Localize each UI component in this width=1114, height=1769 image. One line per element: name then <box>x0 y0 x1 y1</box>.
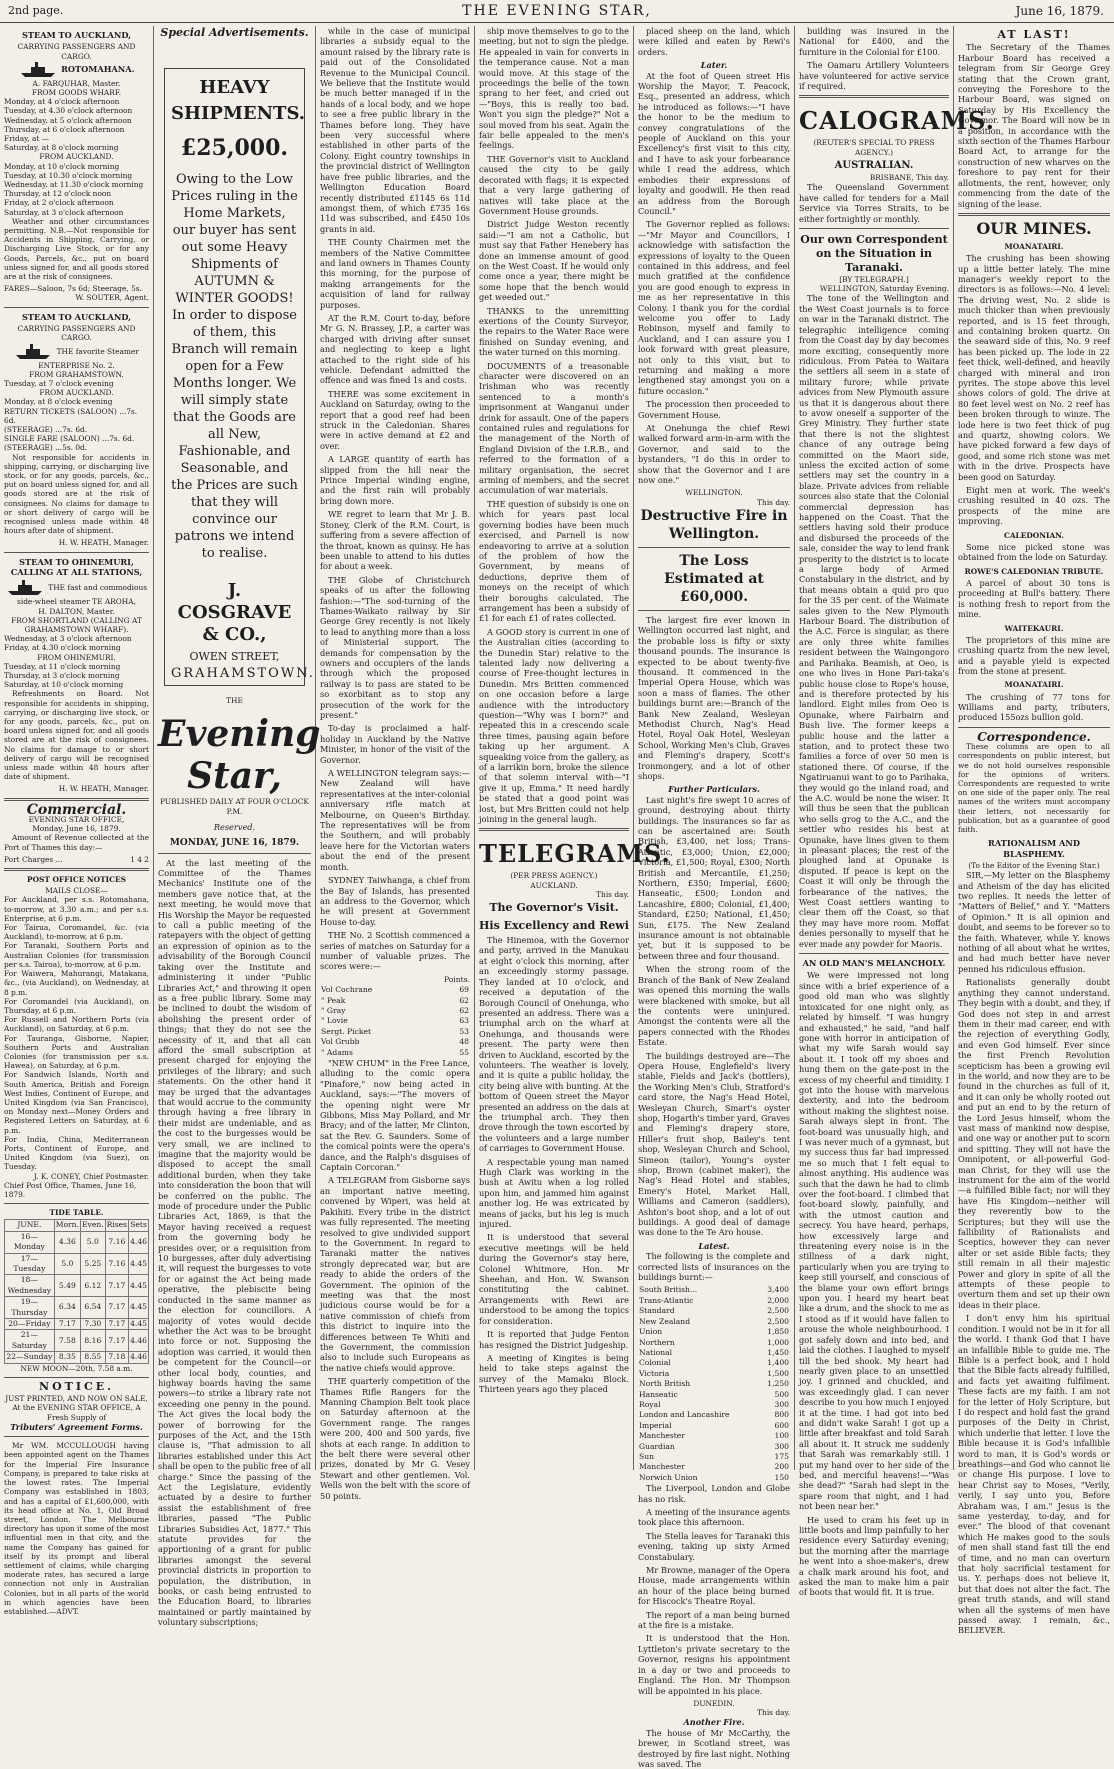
insurance-row <box>638 1369 790 1379</box>
insurance-row-value: 600 <box>774 1420 789 1430</box>
post-office-notices: For Auckland, per s.s. Rotomahana, to-morrow, at 3.30 a.m.; and per s.s. Enterprise, at 6 p.m. For Tairua, Coromandel, &c. (via Auckland), to-morrow, at 6 p.m. For Taranaki, Southern Ports and Australian Colonies (for transmission per s.s. Tairoa), to-morrow, at 6 p.m. For Waiwera, Mahurangi, Matakana, &c., (via Auckland), on Wednesday, at 8 p.m. For Coromandel (via Auckland), on Thursday, at 6 p.m. For Russell and Northern Ports (via Auckland), on Saturday, at 6 p.m. For Tauranga, Gisborne, Napier, Southern Ports and Australian Colonies (for transmission per s.s. Hawea), on Saturday, at 6 p.m. For Sandwich Islands, North and South America, British and Foreign West Indies, Continent of Europe, and United Kingdom (via San Francisco), on Monday next—Money Orders and Registered Letters on Saturday, at 6 p.m. For India, China, Mediterranean Ports, Continent of Europe, and United Kingdom (via Suez), on Tuesday. <box>4 895 149 1172</box>
insurance-row-label: North British <box>639 1379 691 1389</box>
insurance-row <box>638 1358 790 1368</box>
tide-cell: 4.46 <box>130 1352 147 1362</box>
tide-row <box>5 1319 149 1330</box>
sailing-times: Monday, at 4 o'clock afternoon Tuesday, at 4.30 o'clock afternoon Wednesday, at 5 o'clock afternoon Thursday, at 6 o'clock afternoon Friday, at — Saturday, at 8 o'clock morning <box>4 97 133 153</box>
insurance-row-label: New Zealand <box>639 1316 691 1326</box>
steamer-name-3: THE fast and commodious side-wheel steamer TE AROHA, <box>4 579 149 606</box>
tide-cell: 20—Friday <box>5 1319 55 1330</box>
insurance-row <box>638 1379 790 1389</box>
column-6 <box>795 26 995 1598</box>
article-paragraph: The crushing has been showing up a little better lately. The mine manager's weekly report to the directors is as follows:—No. 4 level: The driving west, No. 2 slide is much thicker than when previously reported, and is 15 feet through, and containing broken quartz. On the seaward side of this, No. 9 reef has been picked up. The lode in 22 feet thick, well-defined, and heavily charged with mineral and iron pyrites. The stope above this level shows colors of gold. The drive at 80 feet level west on No. 2 reef has been broken through to winze. The lode here is two feet thick of pug and quartz, showing colors. We have picked forward a few days of good, and some rich stone was met with in the drive. Prospects have been good on Saturday. <box>958 253 1110 482</box>
article-paragraph: THE quarterly competition of the Thames Rifle Rangers for the Manning Champion Belt took place on Saturday afternoon at the Government range. The ranges were 200, 400 and 500 yards, five shots at each range. In addition to the belt there were several other prizes, donated by Mr G. Vesey Stewart and other gentlemen. Vol. Wells won the belt with the score of 50 points. <box>320 1376 470 1501</box>
insurance-row-value: 1,850 <box>767 1327 789 1337</box>
tide-cell: 16—Monday <box>5 1231 55 1253</box>
insurance-row <box>638 1296 790 1306</box>
article-paragraph: The Liverpool, London and Globe has no risk. <box>638 1483 790 1504</box>
tide-row <box>5 1275 149 1297</box>
article-paragraph: THE Globe of Christchurch speaks of us after the following fashion:—"The sod-turning of the Thames-Waikato railway by Sir George Grey recently is not likely to lead to anything more than a loss of Ministerial support. The demands for compensation by the owners and occupiers of the lands through which the proposed railway is to pass are stated to be so exorbitant as to stop any prosecution of the work for the present." <box>320 574 470 720</box>
ad-town: GRAHAMSTOWN. <box>171 665 315 681</box>
insurance-row-label: Union <box>639 1327 663 1337</box>
insurance-row <box>638 1421 790 1431</box>
tide-cell: 4.36 <box>54 1231 80 1253</box>
score-row-label: " Adams <box>321 1047 353 1057</box>
ad-amount: £25,000. <box>180 135 289 162</box>
insurance-row-value: 2,500 <box>767 1316 789 1326</box>
shipping-heading-3: STEAM TO OHINEMURI, CALLING AT ALL STATIONS, <box>10 556 143 577</box>
evening-star-nameplate: Evening Star, <box>158 713 321 798</box>
insurance-row <box>638 1285 790 1295</box>
tide-cell: 4.45 <box>129 1297 149 1319</box>
article-paragraph: The proprietors of this mine are crushing quartz from the new level, and a payable yield is expected from the stone at present. <box>958 634 1110 676</box>
postmaster-signature: J. K. CONEY, Chief Postmaster. <box>33 1171 149 1181</box>
tide-cell: 4.46 <box>129 1330 149 1352</box>
article-paragraph: DOCUMENTS of a treasonable character were discovered on an Irishman who was recently sentenced to a month's imprisonment at Wanganui under drink for assault. One of the papers contained rules and regulations for the management of the North of England Division of the I.R.B., and referred to the formation of a military organisation, the secret arming of members, and the secret accumulation of war materials. <box>479 360 629 496</box>
letter-address: (To the Editor of the Evening Star.) <box>968 861 1100 871</box>
article-paragraph: The procession then proceeded to Government House. <box>638 399 790 420</box>
tide-cell: 7.30 <box>81 1319 106 1330</box>
insurance-row-label: Norwich Union <box>639 1472 698 1482</box>
article-paragraph: At the foot of Queen street His Worship the Mayor, T. Peacock, Esq., presented an address, which he introduced as follows:—"I have the honor to be the medium to convey congratulations of the people of Auckland on this your Excellency's first visit to this city, and I have to ask your forbearance while I read the address, which embodies their expressions of loyalty and goodwill. He then read an address from the Borough Council." <box>638 70 790 216</box>
article-paragraph: The following is the complete and corrected lists of insurances on the buildings burnt:— <box>638 1251 790 1283</box>
telegram-headline: His Excellency and Rewi <box>479 919 629 933</box>
shipping-notice: Refreshments on Board. Not responsible for accidents in shipping, carrying, or discharging live stock, or for any goods, parcels, &c., put on board unless signed for, and all goods stored are at the risk of consignees. No claims for damage to or short delivery of cargo will be recognised unless made within 48 hours after date of shipment. <box>4 689 149 782</box>
insurance-row-value: 2,500 <box>767 1306 789 1316</box>
return-fares: RETURN TICKETS (SALOON) ...7s. 6d. (STEERAGE) ...7s. 6d. SINGLE FARE (SALOON) ...7s. 6d. (STEERAGE) ...5s. 0d. <box>4 406 138 453</box>
insurance-row-value: 800 <box>774 1410 789 1420</box>
agent-name: H. W. HEATH, Manager. <box>58 784 149 794</box>
article-paragraph: A parcel of about 30 tons is proceeding at Bull's battery. There is nothing fresh to report from the mine. <box>958 577 1110 620</box>
article-paragraph: "NEW CHUM" in the Free Lance, alluding to the comic opera "Pinafore," now being acted in Auckland, says:—"The movers of the opening night were Mr Gibbons, Miss May Pollard, and Mr Bracy; and of the latter, Mr Clinton, sat the Rev. G. Saunders. Some of the comical points were the opera's dance, and the Ralph's disguises of Captain Corcoran." <box>320 1058 470 1173</box>
telegrams-source: (PER PRESS AGENCY.) <box>510 871 598 881</box>
insurance-row-label: South British... <box>639 1285 698 1295</box>
insurance-row-label: Colonial <box>639 1358 671 1368</box>
tide-cell: 7.16 <box>105 1231 128 1253</box>
post-office-date: Chief Post Office, Thames, June 16, 1879. <box>4 1180 137 1199</box>
steamer-name-1: ROTOMAHANA. <box>4 61 149 79</box>
ad-body: Owing to the Low Prices ruling in the Home Markets, our buyer has sent out some Heavy Shipments of AUTUMN & WINTER GOODS! In order to dispose of them, this Branch will remain open for a Few Months longer. We will simply state that the Goods are all New, Fashionable, and Seasonable, and the Prices are such that they will convince our patrons we intend to realise. <box>171 172 298 562</box>
steamship-icon <box>6 579 46 597</box>
score-row <box>320 1027 470 1037</box>
insurance-row-label: Hanseatic <box>639 1389 678 1399</box>
article-paragraph: When the strong room of the Branch of the Bank of New Zealand was opened this morning the walls were blackened with smoke, but all the contents were uninjured. Amongst the contents were all the papers connected with the Rhodes Estate. <box>638 964 790 1048</box>
article-paragraph: A respectable young man named Hugh Clark was working in the bush at Awitu when a log rolled upon him, and jammed him against another log. He was extricated by means of jacks, but his leg is much injured. <box>479 1156 629 1230</box>
calograms-heading: CALOGRAMS. <box>799 106 995 136</box>
column-3 <box>316 26 475 1501</box>
commercial-text: Amount of Revenue collected at the Port of Thames this day:— <box>4 833 149 852</box>
article-paragraph: The Stella leaves for Taranaki this evening, taking up sixty Armed Constabulary. <box>638 1530 790 1562</box>
editorial-lead: At the last meeting of the Committee of the Thames Mechanics' Institute one of the members gave notice that, at the next meeting, he would move that His Worship the Mayor be requested to call a public meeting of the ratepayers with the object of getting an expression of opinion as to the advisability of the Borough Council taking over the Institute and administering it under "Public Libraries Act," and throwing it open as a free public library. Some may be inclined to doubt the wisdom of abolishing the present order of things; that they do not see the necessity of it, and that all can afford the small subscription at present charged for enjoying the privileges of the library; and such statements. On the other hand it may be urged that the advantages that would accrue to the community through having a free library in their midst are undeniable, and as the cost to the burgesses would be very small, we are inclined to imagine that the majority would be disposed to accept the small additional burden, when they take into consideration the boon that will be conferred on the public. The mode of procedure under the Public Libraries Act, 1869, is that the Mayor having received a request from the governing body he presides over, or a requisition from 10 burgesses, after duly advertising it, will request the burgesses to vote for or against the Act being made operative, the plebiscite being conducted in the same manner as the election for councillors. A majority of votes would decide whether the Act was to be brought into force or not. Supposing the adoption was carried, it would then be competent for the Council—or other local body, counties, and highway boards having the same powers—to strike a library rate not exceeding one penny in the pound. The Act gives the local body the power of borrowing for the purposes of the Act, and the 15th clause is, "That admission to all libraries established under this Act shall be open to the public free of all charge." Since the passing of the Act the Legislature, evidently actuated by a desire to further assist the establishment of free libraries, passed "The Public Libraries Subsidies Act, 1877." This statute provides for the apportioning of a grant for public libraries amongst the several provincial districts in proportion to population, the distribution, in books, or cash being entrusted to the Education Board, to libraries maintained or partly maintained by voluntary subscriptions; <box>158 857 311 1628</box>
score-row <box>320 996 470 1006</box>
australian-heading: AUSTRALIAN. <box>834 159 914 171</box>
sailing-times: Monday, at 10 o'clock morning Tuesday, at 10.30 o'clock morning Wednesday, at 11.30 o'clock morning Thursday, at 12 o'clock noon Friday, at 2 o'clock afternoon Saturday, at 3 o'clock afternoon <box>4 161 144 217</box>
steamship-icon <box>19 61 59 79</box>
article-paragraph: THANKS to the unremitting exertions of the County Surveyor, the repairs to the Water Race were finished on Sunday evening, and the water turned on this morning. <box>479 305 629 358</box>
correspondent-headline: Our own Correspondent on the Situation in Taranaki. <box>800 233 948 275</box>
article-paragraph: ship move themselves to go to the meeting, but not to sign the pledge. He appealed in vain for converts in the temperance cause. Not a man would move. At this stage of the proceedings the belle of the town sprang to her feet, and cried out—"Boys, this is really too bad. Won't you sign the pledge?" Not a soul moved from his seat. Again the fair belle appealed to the men's feelings. <box>479 26 629 151</box>
insurance-row <box>638 1410 790 1420</box>
score-row-value: 53 <box>459 1026 469 1036</box>
article-paragraph: The largest fire ever known in Wellington occurred last night, and the probable loss is fifty or sixty thousand pounds. The insurance is expected to be about twenty-five thousand. It commenced in the Imperial Opera House, which was soon a mass of flames. The other buildings burnt are:—Branch of the Bank New Zealand, Wesleyan Methodist Church, Nag's Head Hotel, Royal Oak Hotel, Wesleyan School, Working Men's Club, Graves and Fleming's drapery, Scott's Ironmongery, and a lot of other shops. <box>638 614 790 781</box>
telegram-headline: The Governor's Visit. <box>489 901 619 915</box>
tide-column-header: Rises <box>106 1220 128 1230</box>
insurance-row <box>638 1327 790 1337</box>
article-paragraph: At Onehunga the chief Rewi walked forward arm-in-arm with the Governor, and said to the bystanders, "I do this in order to show that the Governor and I are now one." <box>638 423 790 486</box>
insurance-row-value: 175 <box>774 1451 789 1461</box>
insurance-row-value: 200 <box>774 1462 789 1472</box>
old-man-heading: AN OLD MAN'S MELANCHOLY. <box>802 958 946 969</box>
further-heading: Further Particulars. <box>668 784 760 795</box>
article-paragraph: The Secretary of the Thames Harbour Board has received a telegram from Sir George Grey stating that the Crown grant, conveying the Foreshore to the Harbour Board, was signed on Saturday by His Excellency the Governor. The Board will now be in a position, in accordance with the sixth section of the Thames Harbour Board Act, to arrange for the construction of new wharves on the foreshore to pay rent for their allotments, the rent, however, only commencing from the date of the signing of the lease. <box>958 42 1110 209</box>
tide-cell: 7.16 <box>105 1253 128 1275</box>
article-paragraph: A GOOD story is current in one of the Australian cities (according to the Dunedin Star) relative to the talented lady now delivering a course of Free-thought lectures in Dunedin. Mrs Britten commenced on one occasion before a large audience with the introductory question—"Why was I born?" and repeated this in a crescendo scale three times, pausing again before taking up her argument. A squeaking voice from the gallery, as of a larrikin born, broke the silence of that solemn interval with—"I give it up, Emma." It need hardly be stated that a good point was lost, but Mrs Britten could not help joining in the general laugh. <box>479 626 629 825</box>
insurance-row <box>638 1317 790 1327</box>
tide-cell: 17—Tuesday <box>5 1253 55 1275</box>
tide-cell: 8.55 <box>81 1352 106 1363</box>
tide-row <box>5 1231 149 1253</box>
article-paragraph: THE question of subsidy is one on which for years past local governing bodies have been much exercised, and Parnell is now endeavoring to arrive at a solution of the problem of how the Government, by means of deductions, deprive them of moneys on the receipt of which their boroughs calculated. The arrangement has been a subsidy of £1 for each £1 of rates collected. <box>479 498 629 624</box>
tide-column-header: JUNE. <box>5 1220 55 1231</box>
article-paragraph: A meeting of Kingites is being held to take steps against the survey of the Mamaku Block. Thirteen years ago they placed <box>479 1352 629 1395</box>
article-paragraph: Eight men at work. The week's crushing resulted in 40 ozs. The prospects of the mine are improving. <box>958 485 1110 527</box>
score-row-label: " Peak <box>321 995 346 1005</box>
notice-body: JUST PRINTED, AND NOW ON SALE, At the EVENING STAR OFFICE, A Fresh Supply of <box>5 1394 148 1422</box>
notice-heading: NOTICE. <box>39 1379 114 1393</box>
article-paragraph: The Hinemoa, with the Governor and party, arrived in the Manukau at eight o'clock this morning, after an exceedingly stormy passage. They landed at 10 o'clock, and received a deputation of the Borough Council of Onehunga, who presented an address. There was a triumphal arch on the wharf at Onehunga, and thousands were present. The party were then driven to Auckland, escorted by the volunteers. The weather is lovely, and it is quite a public holiday, the city being alive with bunting. At the bottom of Queen street the Mayor presented an address on the dais at the triumphal arch. They then drove through the town escorted by the volunteers and a large number of carriages to Government House. <box>479 935 629 1154</box>
page-number: 2nd page. <box>8 4 64 17</box>
insurance-row-value: 3,400 <box>767 1285 789 1295</box>
article-paragraph: THERE was some excitement in Auckland on Saturday, owing to the report that a good reef had been struck in the Caledonian. Shares were in active demand at £2 and over. <box>320 388 470 451</box>
score-row-value: 69 <box>459 985 469 995</box>
steamer-name-2: THE favorite Steamer ENTERPRISE No. 2. <box>4 343 149 370</box>
fares: FARES—Saloon, 7s 6d; Steerage, 5s. <box>4 284 142 294</box>
tide-row <box>5 1330 149 1352</box>
insurance-row-value: 2,000 <box>767 1295 789 1305</box>
insurance-row <box>638 1442 790 1452</box>
insurance-row-value: 1,400 <box>767 1358 789 1368</box>
tide-cell: 6.54 <box>81 1297 106 1319</box>
dateline-place: WELLINGTON. <box>685 488 743 498</box>
latest-heading: Latest. <box>698 1240 730 1251</box>
tide-cell: 7.17 <box>105 1297 128 1319</box>
shipping-subheading-1: CARRYING PASSENGERS AND CARGO. <box>17 42 136 61</box>
publication-notice: PUBLISHED DAILY AT FOUR O'CLOCK P.M. <box>160 797 309 816</box>
port-charges-row: Port Charges ... 1 4 2 <box>4 854 149 864</box>
tide-cell: 19—Thursday <box>5 1297 55 1319</box>
loss-headline: The Loss Estimated at £60,000. <box>664 552 764 605</box>
article-paragraph: SYDNEY Taiwhanga, a chief from the Bay of Islands, has presented an address to the Governor, which he will present at Government House to-day. <box>320 875 470 927</box>
tide-cell: 7.17 <box>105 1319 128 1330</box>
score-row-label: Vol Cochrane <box>321 985 373 995</box>
tide-cell: 22—Sunday <box>6 1352 53 1362</box>
insurance-row-label: Northern <box>639 1337 675 1347</box>
insurance-row <box>638 1462 790 1472</box>
scores-heading: Points. <box>443 974 470 984</box>
tide-cell: 7.58 <box>54 1330 80 1352</box>
dateline: BRISBANE, This day. <box>869 173 949 183</box>
article-paragraph: The Governor replied as follows:—"Mr Mayor and Councillors, I acknowledge with satisfaction the expressions of loyalty to the Queen contained in this address, and feel much gratified at the confidence you are good enough to express in me as her representative in this Colony. I thank you for the cordial welcome you offer to Lady Robinson, myself and family to Auckland, and I can assure you I look forward with great pleasure, not only to this visit, but to returning and making a more lengthened stay amongst you on a future occasion." <box>638 219 790 396</box>
notice-title: Tributers' Agreement Forms. <box>10 1421 143 1432</box>
article-paragraph: SIR,—My letter on the Blasphemy and Atheism of the day has elicited two replies. It needs the letter of "Matters of Belief," and Y. "Matters of Opinion." It is all opinion and doubt, and seems to be forever so to the faith. Whatever, while Y. knows nothing of all about what he writes, and had much better have never penned his ridiculous effusion. <box>958 870 1110 974</box>
steamship-icon <box>14 343 54 361</box>
article-paragraph: The report of a man being burned at the fire is a mistake. <box>638 1609 790 1631</box>
dateline-day: This day. <box>596 889 629 899</box>
telegrams-heading: TELEGRAMS. <box>479 839 671 869</box>
score-row <box>320 1048 470 1058</box>
article-paragraph: It is understood that the Hon. Lyttleton's private secretary to the Governor, resigns his appointment in a day or two and proceeds to England. The Hon. Mr Thompson will be appointed in his place. <box>638 1633 790 1696</box>
article-paragraph: I don't envy him his spiritual condition. I would not be in it for all the world. I thank God that I have an infallible Bible to guide me. The Bible is a perfect book, and I hold that the Bible facts already fulfilled, and facts yet awaiting fulfilment. These facts are my faith. I am not for the letter of Holy Scripture, but I do respect and hold fast the grand purposes of the Deity in Christ, which underlie that letter. I love the Bible because it is God's infallible word to man, it is God's words or breathings—and God who cannot lie or change His purpose. I love to hear Christ say to Moses, "Verily, verily, I say unto you, Before Abraham was, I am." Jesus is the same yesterday, to-day, and for ever." The blood of that covenant which He makes good to the souls of men shall stand fast till the end of time, and no man can overturn that holy sacrificial testament for us. Y. perhaps does not believe it, but that does not alter the fact. The great truth stands, and will stand when all the systems of men have passed away. I remain, &c., BELIEVER. <box>958 1313 1110 1636</box>
article-paragraph: building was insured in the National for £400, and the furniture in the Colonial for £100. <box>799 26 949 57</box>
insurance-row-label: Standard <box>639 1306 675 1316</box>
letter-heading: RATIONALISM AND BLASPHEMY. <box>988 838 1080 859</box>
sailing-times: Tuesday, at 11 o'clock morning Thursday, at 3 o'clock morning Saturday, at 10 o'clock morning <box>4 661 124 690</box>
insurance-row-label: Trans-Atlantic <box>639 1295 694 1305</box>
ad-street: OWEN STREET, <box>189 650 280 664</box>
insurance-row-label: Royal <box>639 1399 661 1409</box>
agent-name: W. SOUTER, Agent. <box>75 293 149 303</box>
editorial-date: MONDAY, JUNE 16, 1879. <box>169 838 300 849</box>
tide-cell: 8.35 <box>54 1352 80 1363</box>
master-name-3: H. DALTON, Master. <box>38 606 115 616</box>
article-paragraph: A meeting of the insurance agents took place this afternoon. <box>638 1507 790 1528</box>
commercial-heading: Commercial. <box>26 801 127 818</box>
score-row <box>320 1037 470 1047</box>
tide-cell: 6.12 <box>81 1275 106 1297</box>
tide-cell: 7.17 <box>54 1319 80 1330</box>
article-paragraph: The Oamaru Artillery Volunteers have volunteered for active service if required. <box>799 60 949 92</box>
column-2 <box>154 26 321 1628</box>
tide-cell: 4.45 <box>130 1319 147 1329</box>
mine-heading: MOANATAIRI. <box>1004 680 1064 690</box>
insurance-row-value: 1,500 <box>767 1368 789 1378</box>
insurance-row-value: 300 <box>774 1441 789 1451</box>
score-row-value: 62 <box>459 995 469 1005</box>
tide-cell: 5.49 <box>54 1275 80 1297</box>
shipping-heading-1: STEAM TO AUCKLAND, <box>22 30 131 40</box>
insurance-row-label: Manchester <box>639 1462 685 1472</box>
insurance-row-value: 1,250 <box>767 1379 789 1389</box>
masthead <box>0 0 1114 23</box>
post-office-heading: POST OFFICE NOTICES <box>27 875 126 885</box>
article-paragraph: placed sheep on the land, which were killed and eaten by Rewi's orders. <box>638 26 790 57</box>
insurance-row-value: 500 <box>774 1389 789 1399</box>
tide-column-header: Even. <box>82 1220 104 1230</box>
mine-heading: CALEDONIAN. <box>1003 530 1065 540</box>
article-paragraph: The crushing of 77 tons for Williams and party, tributers, produced 155ozs bullion gold. <box>958 691 1110 723</box>
score-row-label: " Gray <box>321 1005 346 1015</box>
shipping-notice: Weather and other circumstances permitting. N.B.—Not responsible for Accidents in Shipping, Carrying, or Discharging Live Stock, or for any Goods, Parcels, &c., put on board unless signed for, and all goods stored are at the risk of consignees. <box>4 216 149 282</box>
article-paragraph: It is reported that Judge Fenton has resigned the District Judgeship. <box>479 1329 629 1350</box>
article-paragraph: Rationalists generally doubt anything they cannot understand. They begin with a doubt, and they, if God does not step in and arrest them in their mad career, end with the rejection of everything Godly, and even God himself. Ever since the first French Revolution scepticism has been a growing evil in the world, and now they are to be found in the churches as full of it, and it can only be wholly rooted out and put an end to by the return of the Lord Jesus himself, whom the vast mass of mankind now despise, and one way or another put to scorn and spitting. They will not have the Omnipotent, or all-powerful God-man Christ, for they will use the instrument for the aim of the world—a fulfilled Bible fact; nor will they have His Kingdom—neither will they reverently bow to the Scriptures; but they will use the fallibility of Rationalists and Sceptics, however they can never alter or set aside Bible facts; they still remain in all their majestic Power and glory in spite of all the attempts of these people to overturn them and set up their own ideas in their place. <box>958 977 1110 1310</box>
insurance-advertisement: Mr WM. MCCULLOUGH having been appointed agent on the Thames for the Imperial Fire Insurance Company, is prepared to take risks at the lowest rates. The Imperial Company was established in 1803, and has a capital of £1,600,000, with its head office at No. 1, Old Broad street, London. The Melbourne directory has upon it some of the most influential men in that city, and the name the Company has gained for itself by its prompt and liberal settlement of claims, while charging moderate rates, has secured a large connection not only in Australian Colonies, but in all parts of the world in which agencies have been established.—ADVT. <box>4 1441 149 1616</box>
insurance-table <box>638 1285 790 1483</box>
tide-row <box>5 1352 149 1363</box>
insurance-row <box>638 1390 790 1400</box>
insurance-row <box>638 1431 790 1441</box>
article-paragraph: It is understood that several executive meetings will be held during the Governor's stay here, Colonel Whitmore, Hon. Mr Sheehan, and Hon. W. Swanson constituting the cabinet. Arrangements with Rewi are understood to be among the topics for consideration. <box>479 1232 629 1326</box>
tide-cell: 7.17 <box>105 1330 128 1352</box>
article-paragraph: To-day is proclaimed a half-holiday in Auckland by the Native Minister, in honor of the visit of the Governor. <box>320 723 470 765</box>
newspaper-title: THE EVENING STAR, <box>462 3 652 19</box>
reserved-label: Reserved. <box>213 821 256 832</box>
score-row-value: 55 <box>459 1047 469 1057</box>
tide-column-header: Sets <box>130 1220 147 1230</box>
sailing-times: Tuesday, at 7 o'clock evening <box>4 378 114 388</box>
article-paragraph: Some nice picked stone was obtained from the lode on Saturday. <box>958 541 1110 563</box>
insurance-row <box>638 1400 790 1410</box>
insurance-row-value: 1,000 <box>767 1337 789 1347</box>
article-paragraph: A TELEGRAM from Gisborne says an important native meeting, convened by Wiperi, was held at Pakihiti. Every tribe in the district was fully represented. The meeting resolved to give undivided support to the Government. In regard to Taranaki matter the natives strongly deprecated war, but are ready to abide the orders of the Government. The opinion of the meeting was that the most judicious course would be for a native commission of chiefs from this district to inquire into the differences between Te Whiti and the Government, the commission also to include such Europeans as the native chiefs would approve. <box>320 1175 470 1373</box>
at-last-heading: AT LAST! <box>997 28 1071 41</box>
correspondence-notice: These columns are open to all correspondents on public interest, but we do not hold ourselves responsible for the opinions of writers. Correspondents are requested to write on one side of the paper only. The real names of the writers must accompany their letters, not necessarily for publication, but as a guarantee of good faith. <box>958 742 1110 834</box>
article-paragraph: A WELLINGTON telegram says:—New Zealand will have representatives at the inter-colonial anniversary rifle match at Melbourne, on Queen's Birthday. The representatives will be from the Southern, and will probably leave here for the Victorian waters about the end of the present month. <box>320 768 470 872</box>
tide-cell: 4.45 <box>129 1275 149 1297</box>
shipping-notice: Not responsible for accidents in shipping, carrying, or discharging live stock, or for any goods, parcels, &c., put on board unless signed for, and all goods stored are at the risk of consignees. No claims for damage to or short delivery of cargo will be recognised unless made within 48 hours after date of shipment. <box>4 452 149 536</box>
score-row-value: 63 <box>459 1016 469 1026</box>
score-row <box>320 1016 470 1026</box>
insurance-row <box>638 1452 790 1462</box>
special-ads-heading: Special Advertisements. <box>160 26 309 39</box>
score-row-label: " Lovie <box>321 1016 348 1026</box>
tide-cell: 5.0 <box>81 1231 106 1253</box>
by-telegraph: [BY TELEGRAPH.] <box>839 275 909 285</box>
ad-firm: J. COSGRAVE & CO., <box>177 580 292 646</box>
article-paragraph: The tone of the Wellington and the West Coast journals is to force on war in the Taranaki district. The telegraphic intelligence coming from the Coast day by day becomes more exciting, consequently more ridiculous. From Patea to Waitara the settlers all seem in a state of military furore; while private advices from New Plymouth assure us that it is dangerous about there to avow oneself a supporter of the Grey Ministry. They further state that there is not the slightest chance of any outrage being committed on the Maori side, unless the excited action of some settlers may set the country in a blaze. Private advices from reliable sources also state that the Colonial commercial depression has happened on the Coast. That the settlers having sold their produce and disbursed the proceeds of the sale, consider the way to lend frank prosperity to the district is to locate a large body of Armed Constabulary in the district, and by that means obtain a quid pro quo for the 35 per cent. of the Waimate sales given to the New Plymouth Harbour Board. The distribution of the A.C. Force is singular, as there are only three white families resident between the Waingongoro and Parihaka. Beamish, at Oeo, is one who lives in Hone Pari-taka's public house close to Rope's house, and is therefore protected by his landlord. Eight miles from Oeo is Opunake, where Fairbairn and Bush live. The former keeps a public house and the latter a station, and to protect these two families a force of over 50 men is stationed there. Of course, if the Ngatiruanui want to go to Parihaka, they would go the inland road, and the A.C. would be none the wiser. It will thus be seen that the publican who sells grog to the A.C., and the settler who resides his best at Opunake, have lines given to them in pleasant places; the rest of the ploughed land at Opunake is disputed. If peace is kept on the Coast it will only be through the forbearance of the natives, the West Coast settlers wanting to clear them off the Coast, so that they may have more room. Moffat denies personally to myself that he ever made any powder for Maoris. <box>799 293 950 949</box>
insurance-row-label: Victoria <box>639 1368 670 1378</box>
later-heading: Later. <box>700 60 728 71</box>
insurance-row-value: 100 <box>774 1431 789 1441</box>
article-paragraph: He used to cram his feet up in little boots and limp painfully to her residence every Saturday evening; but the morning after the marriage he went into a shoe-maker's, drew a chalk mark around his foot, and asked the man to make him a pair of boots that would fit. It is true. <box>799 1514 949 1598</box>
calograms-source: (REUTER'S SPECIAL TO PRESS AGENCY.) <box>813 138 935 157</box>
tide-cell: 18—Wednesday <box>5 1275 55 1297</box>
article-paragraph: The house of Mr McCarthy, the brewer, in Scotland street, was destroyed by fire last night. Nothing was saved. The <box>638 1727 790 1769</box>
mine-heading: WAITEKAURI. <box>1004 623 1064 633</box>
insurance-row-label: Manchester <box>639 1431 685 1441</box>
tide-column-header: Morn. <box>55 1220 79 1230</box>
insurance-row-label: Sun <box>639 1451 654 1461</box>
insurance-row-value: 1,450 <box>767 1347 789 1357</box>
dateline-day: This day. <box>757 1708 790 1718</box>
insurance-row-label: Guardian <box>639 1441 675 1451</box>
dateline: WELLINGTON, Saturday Evening. <box>819 284 949 294</box>
article-paragraph: Mr Browne, manager of the Opera House, made arrangements within an hour of the place being burned for Hiscock's Theatre Royal. <box>638 1565 790 1607</box>
from-heading: FROM GOODS WHARF. <box>31 88 122 98</box>
mine-heading: MOANATAIRI. <box>1004 241 1064 251</box>
shipping-subheading-2: CARRYING PASSENGERS AND CARGO. <box>17 324 136 343</box>
commercial-dateline: EVENING STAR OFFICE, Monday, June 16, 1879. <box>28 815 125 834</box>
cosgrave-advertisement <box>164 68 315 686</box>
sailing-times: Monday, at 8 o'clock evening <box>4 397 113 407</box>
tide-table-heading: TIDE TABLE. <box>49 1208 104 1218</box>
tide-cell: 6.34 <box>54 1297 80 1319</box>
score-row <box>320 985 470 995</box>
sailing-times: Wednesday, at 3 o'clock afternoon Friday, at 4.30 o'clock morning <box>4 634 132 653</box>
insurance-row-label: National <box>639 1347 673 1357</box>
score-row-value: 48 <box>459 1037 469 1047</box>
mails-close-heading: MAILS CLOSE— <box>45 886 108 896</box>
article-paragraph: The buildings destroyed are—The Opera House, Englefield's livery stable, Fields and Jack's (bottlers), the Working Men's Club, Stratford's card store, the Nag's Head Hotel, Wesleyan Church, Smart's oyster shop, Hogarth's timber yard, Graves and Fleming's drapery store, Hiller's fruit shop, Bailey's tent shop, Wesleyan Church and School, Simeon (tailor), Young's oyster shop, Brown (cabinet maker), the Nag's Head Hotel and stables, Emery's Hotel, Market Hall, Williams and Cameron (saddlers), Ashton's boot shop, and a lot of out buildings. A good deal of damage was done to the Te Aro house. <box>638 1050 790 1238</box>
article-paragraph: THE Governor's visit to Auckland caused the city to be gaily decorated with flags; it is expected that a very large gathering of natives will take place at the Government House grounds. <box>479 153 629 216</box>
insurance-row <box>638 1348 790 1358</box>
insurance-row <box>638 1473 790 1483</box>
score-row-label: Vol Grubb <box>321 1037 360 1047</box>
from-heading: FROM OHINEMURI. <box>37 652 116 662</box>
correspondence-heading: Correspondence. <box>977 729 1091 744</box>
paper-name-the: THE <box>226 696 243 706</box>
column-1 <box>0 26 154 1616</box>
column-7 <box>954 26 1114 1636</box>
ad-title: HEAVY SHIPMENTS. <box>171 77 306 125</box>
article-paragraph: AT the R.M. Court to-day, before Mr G. N. Brassey, J.P., a carter was charged with driving after sunset and neglecting to keep a light attached to the right side of his vehicle. Defendant admitted the offence and was fined 1s and costs. <box>320 312 470 386</box>
score-row-label: Sergt. Picket <box>321 1026 372 1036</box>
issue-date: June 16, 1879. <box>1015 4 1104 18</box>
dateline-place: AUCKLAND. <box>530 880 578 890</box>
tide-cell: 7.17 <box>105 1275 128 1297</box>
tide-cell: 7.18 <box>105 1352 128 1363</box>
tide-cell: 5.25 <box>81 1253 106 1275</box>
column-5 <box>634 26 795 1769</box>
article-paragraph: We were impressed not long since with a brief experience of a good old man who was slightly intoxicated for one night only, as related by himself. "I was hungry and exhausted," he said, "and half gone with horror in anticipation of what my wife Sarah would say about it. I took off my shoes and hung them on the gate-post in the excess of my cheerful and timidity. I got into the house with marvelous dexterity, and into the bedroom without making the slightest noise. Sarah always slept in front. The foot-board was unusually high, and I was never much of a gymnast, but my success thus far had impressed me so much that I felt equal to almost anything. His audience was such that the dawn he had to climb over the foot-board. I climbed that foot-board slowly, painfully, and with the utmost caution and secrecy. You have heard, perhaps, how excessively large and threatening every noise is in the stillness of a dark night, particularly when you are trying to keep still yourself, and conscious of the blame your own effort brings upon you. I heard my heart beat like a drum, and the shock to me as I stood as if it would have fallen to arouse the whole neighbourhood. I got safely down and into bed, and laid the clothes. I laughed to myself till the bed shook. My heart had nearly given place to an unsettled joy. I grinned and chuckled, and was exceedingly glad. I can never describe to you how much I enjoyed it at the time. I had got into bed and didn't wake Sarah! I got up a little after breakfast and told Sarah all about it. It struck me suddenly that Sarah was remarkably still. I put my hand over to her side of the bed, and merciful heavens!—"Was she dead?" "Sarah had slept in the spare room that night, and I had not been near her." <box>799 970 949 1512</box>
score-row-value: 62 <box>459 1005 469 1015</box>
tide-cell: 4.46 <box>129 1231 149 1253</box>
article-paragraph: WE regret to learn that Mr J. B. Stoney, Clerk of the R.M. Court, is suffering from a severe affection of the throat, known as quinsy. He has been unable to attend to his duties for about a week. <box>320 509 470 572</box>
tide-row <box>5 1297 149 1319</box>
insurance-row-label: London and Lancashire <box>639 1410 730 1420</box>
from-heading: FROM AUCKLAND. <box>39 388 114 398</box>
insurance-row-value: 150 <box>774 1472 789 1482</box>
tide-cell: 21—Saturday <box>5 1330 55 1352</box>
article-paragraph: THE County Chairmen met the members of the Native Committee and land owners in Thames County this morning, for the purpose of making arrangements for the acquisition of land for railway purposes. <box>320 237 470 310</box>
dateline-place: DUNEDIN. <box>693 1698 735 1708</box>
article-paragraph: Last night's fire swept 10 acres of ground, destroying about thirty buildings. The insurances so far as can be ascertained are: South British, £3,400, net loss; Trans-Atlantic, £3,000; Union, £2,000; Victoria, £1,500; Royal, £300; North British and Mercantile, £1,250; Northern, £350; Imperial, £600; Hanseatic, £500; London and Lancashire, £800; Colonial, £1,400; Standard, £250; National, £1,450; Sun, £175. The New Zealand insurance amount is not obtainable yet, but it is supposed to be between three and four thousand. <box>638 794 790 961</box>
scores-table <box>320 985 470 1058</box>
score-row <box>320 1006 470 1016</box>
article-paragraph: THE No. 2 Scottish commenced a series of matches on Saturday for a number of valuable prizes. The scores were:— <box>320 930 470 972</box>
our-mines-heading: OUR MINES. <box>976 218 1092 238</box>
tide-table <box>4 1219 149 1363</box>
insurance-row <box>638 1306 790 1316</box>
agent-name: H. W. HEATH, Manager. <box>58 538 149 548</box>
moon-phase: NEW MOON—20th, 7.58 a.m. <box>20 1363 133 1373</box>
tide-cell: 4.45 <box>129 1253 149 1275</box>
from-heading: FROM AUCKLAND. <box>39 152 114 162</box>
insurance-row-value: 300 <box>774 1399 789 1409</box>
article-paragraph: while in the case of municipal libraries a subsidy equal to the amount raised by the library rate is paid out of the Consolidated Revenue to the Municipal Council. We believe that the Institute would be much better managed if in the hands of a local body, and we hope to see a free public library in the Thames before long. They have been very successful where established in other parts of the Colony. Eight country townships in the provincial district of Wellington have free public libraries, and the Wellington Education Board recently distributed £1145 6s 11d amongst them, of which £735 16s 11d was subscribed, and £450 10s grants in aid. <box>320 26 470 234</box>
from-heading: FROM GRAHAMSTOWN. <box>29 369 124 379</box>
tide-cell: 8.16 <box>81 1330 106 1352</box>
dateline-day: This day. <box>757 497 790 507</box>
tide-row <box>5 1253 149 1275</box>
fire-headline: Destructive Fire in Wellington. <box>640 507 788 542</box>
article-paragraph: District Judge Weston recently said:—"I am not a Catholic, but must say that Father Henebery has done an immense amount of good on the West Coast. If he would only come once a year, there might be some hope that the bench would get weeded out." <box>479 219 629 303</box>
article-paragraph: A LARGE quantity of earth has slipped from the hill near the Prince Imperial winding engine, and the first rain will probably bring down more. <box>320 454 470 506</box>
master-name-1: A. FARQUHAR, Master. <box>32 78 121 88</box>
insurance-row-label: Imperial <box>639 1420 672 1430</box>
from-heading: FROM SHORTLAND (CALLING AT GRAHAMSTOWN WHARF). <box>11 615 142 634</box>
article-paragraph: The Queensland Government have called for tenders for a Mail Service via Torres Straits, to be either fortnightly or monthly. <box>799 182 949 224</box>
shipping-heading-2: STEAM TO AUCKLAND, <box>22 311 131 322</box>
tide-cell: 5.0 <box>54 1253 80 1275</box>
insurance-row <box>638 1338 790 1348</box>
another-fire-heading: Another Fire. <box>683 1717 745 1728</box>
mine-heading: ROWE'S CALEDONIAN TRIBUTE. <box>964 566 1104 576</box>
